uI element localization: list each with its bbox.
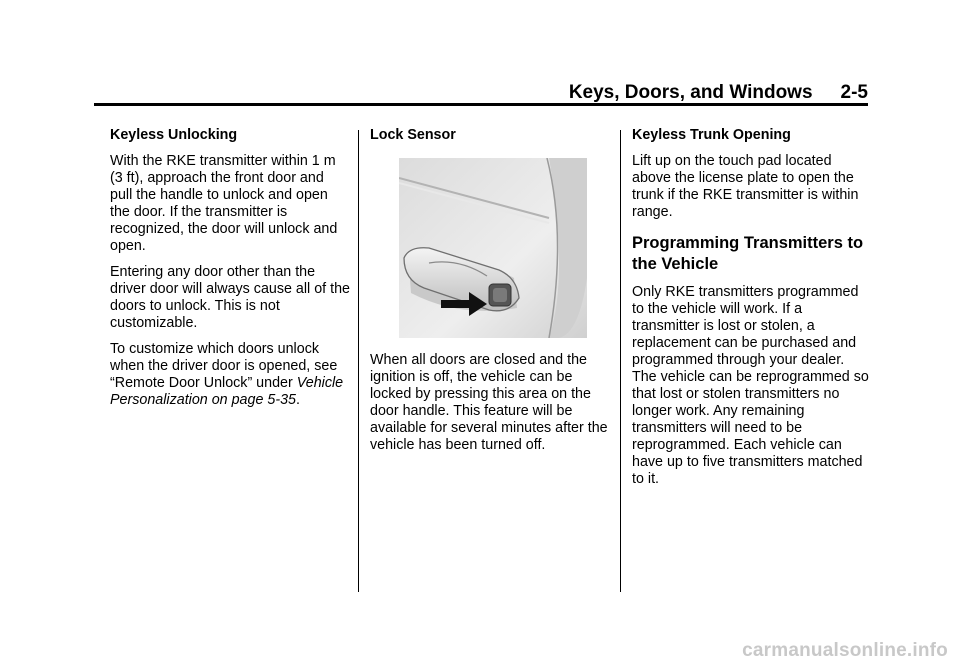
heading-lock-sensor: Lock Sensor xyxy=(370,127,456,143)
heading-keyless-trunk-opening: Keyless Trunk Opening xyxy=(632,127,791,143)
paragraph: Only RKE transmitters programmed to the vehicle will work. If a transmitter is lost or stolen, a replacement can be purchased and programmed through your dealer. The vehicle can be reprogrammed so that lost or stolen transmitters no longer work. Any remaining transmitters will need to be reprogrammed. Each vehicle can have up to five transmitters matched to it. xyxy=(632,284,869,487)
column-3 xyxy=(632,127,872,497)
door-handle-lock-sensor-illustration xyxy=(399,158,587,338)
paragraph: When all doors are closed and the ignition is off, the vehicle can be locked by pressing this area on the door handle. This feature will be available for several minutes after the vehicle has been turned off. xyxy=(370,352,608,453)
section-title: Keys, Doors, and Windows xyxy=(568,82,813,103)
paragraph: Lift up on the touch pad located above the license plate to open the trunk if the RKE transmitter is within range. xyxy=(632,153,859,220)
paragraph-text: To customize which doors unlock when the driver door is opened, see “Remote Door Unlock” under xyxy=(110,341,338,391)
paragraph: Entering any door other than the driver door will always cause all of the doors to unlock. This is not customizable. xyxy=(110,264,350,331)
page-number: 2-5 xyxy=(840,82,868,103)
heading-keyless-unlocking: Keyless Unlocking xyxy=(110,127,238,143)
paragraph: With the RKE transmitter within 1 m (3 ft), approach the front door and pull the handle to unlock and open the door. If the transmitter is recognized, the door will unlock and open. xyxy=(110,153,338,254)
paragraph xyxy=(110,341,350,409)
column-2 xyxy=(370,127,610,463)
column-divider xyxy=(620,130,621,592)
column-divider xyxy=(358,130,359,592)
header-rule xyxy=(94,103,868,106)
period: . xyxy=(296,392,300,408)
door-handle-figure xyxy=(399,158,587,338)
watermark: carmanualsonline.info xyxy=(742,640,948,661)
column-1 xyxy=(110,127,350,418)
heading-programming-transmitters: Programming Transmitters to the Vehicle xyxy=(632,234,864,273)
running-header xyxy=(569,82,868,104)
cross-reference-link[interactable]: Vehicle Personalization on page 5-35 xyxy=(110,375,344,408)
